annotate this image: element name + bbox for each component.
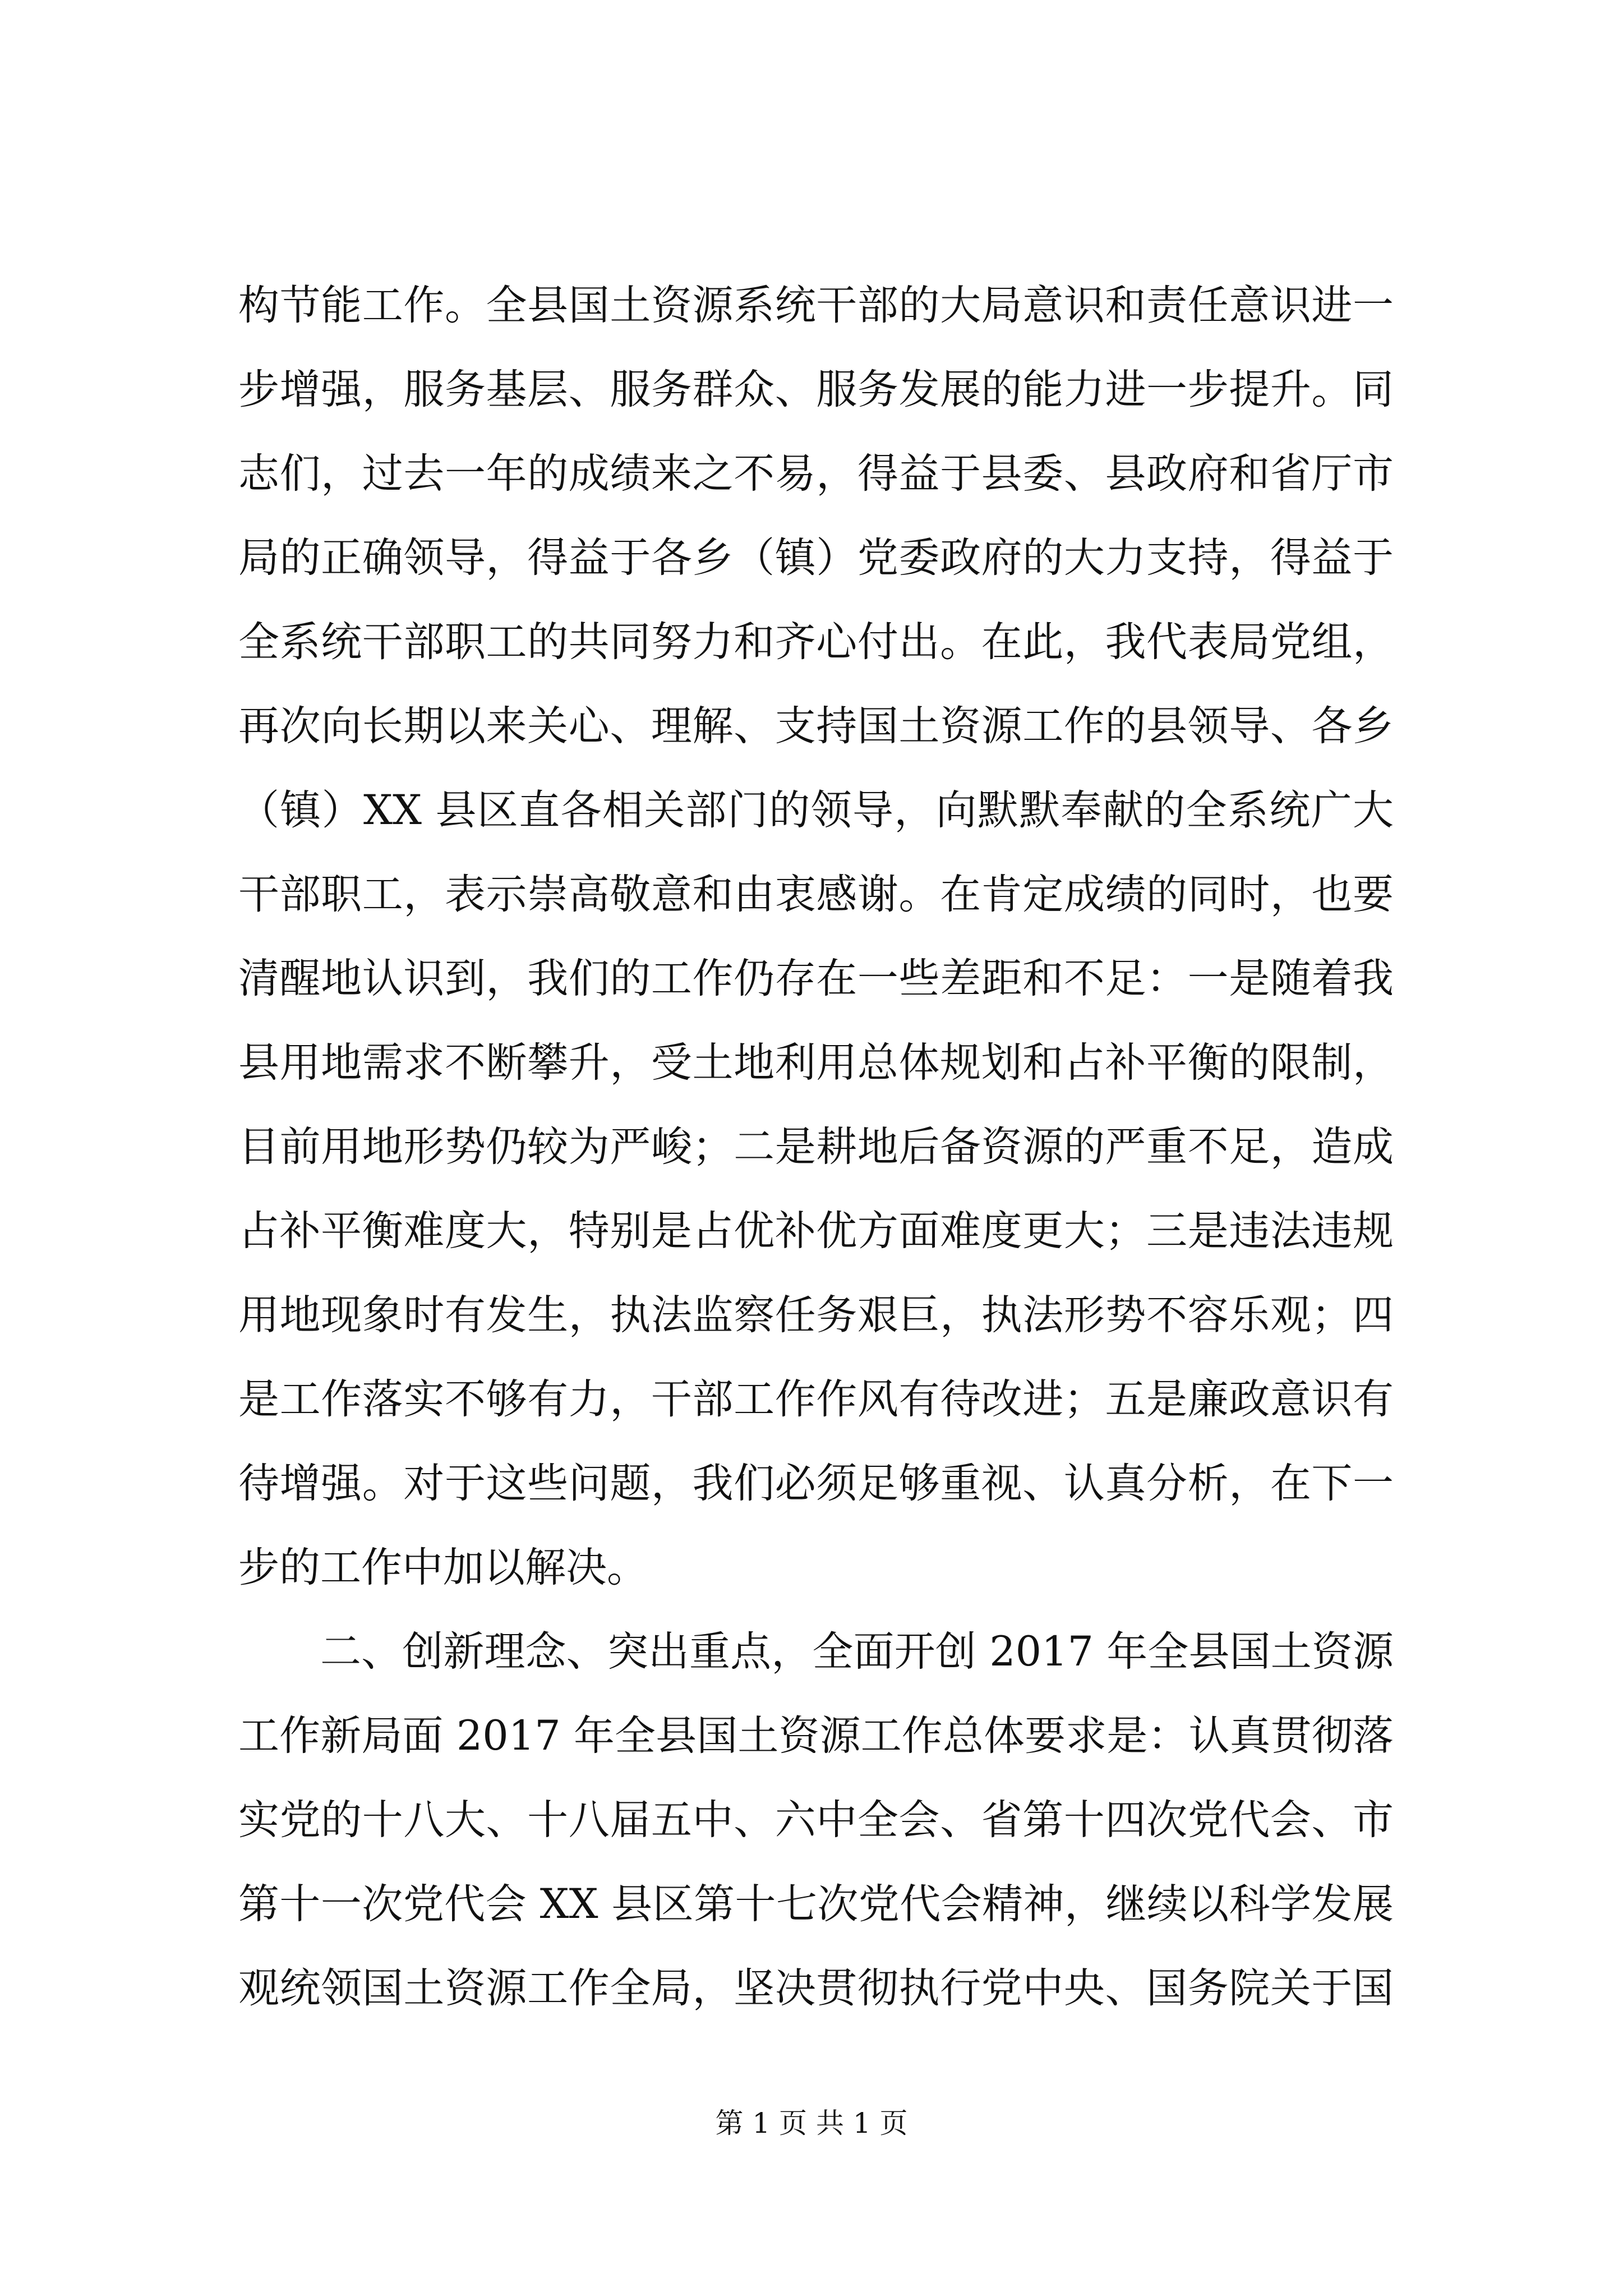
text-line: 构节能工作。全县国土资源系统干部的大局意识和责任意识进一	[238, 282, 1394, 329]
text-line: 占补平衡难度大，特别是占优补优方面难度更大；三是违法违规	[238, 1207, 1394, 1255]
text-line: 是工作落实不够有力，干部工作作风有待改进；五是廉政意识有	[238, 1375, 1394, 1423]
text-line: 第十一次党代会 XX 县区第十七次党代会精神，继续以科学发展	[238, 1880, 1394, 1928]
page-number-label: 第 1 页 共 1 页	[715, 2107, 908, 2139]
text-line: 观统领国土资源工作全局，坚决贯彻执行党中央、国务院关于国	[238, 1964, 1394, 2012]
text-line: 工作新局面 2017 年全县国土资源工作总体要求是：认真贯彻落	[238, 1712, 1394, 1760]
text-line: 清醒地认识到，我们的工作仍存在一些差距和不足：一是随着我	[238, 955, 1394, 1002]
body-text	[238, 264, 1394, 2031]
text-line: 实党的十八大、十八届五中、六中全会、省第十四次党代会、市	[238, 1796, 1394, 1844]
section-heading-line: 二、创新理念、突出重点，全面开创 2017 年全县国土资源	[320, 1628, 1394, 1676]
text-line: 再次向长期以来关心、理解、支持国土资源工作的县领导、各乡	[238, 702, 1394, 750]
text-line: 目前用地形势仍较为严峻；二是耕地后备资源的严重不足，造成	[238, 1123, 1394, 1171]
text-line: 局的正确领导，得益于各乡（镇）党委政府的大力支持，得益于	[238, 534, 1394, 582]
text-line: 用地现象时有发生，执法监察任务艰巨，执法形势不容乐观；四	[238, 1291, 1394, 1339]
text-line: 步增强，服务基层、服务群众、服务发展的能力进一步提升。同	[238, 366, 1394, 413]
text-line: （镇）XX 县区直各相关部门的领导，向默默奉献的全系统广大	[238, 786, 1394, 834]
text-line: 全系统干部职工的共同努力和齐心付出。在此，我代表局党组，	[238, 618, 1394, 666]
text-line: 县用地需求不断攀升，受土地利用总体规划和占补平衡的限制，	[238, 1039, 1394, 1087]
text-line: 干部职工，表示崇高敬意和由衷感谢。在肯定成绩的同时，也要	[238, 871, 1394, 918]
text-line: 待增强。对于这些问题，我们必须足够重视、认真分析，在下一	[238, 1460, 1394, 1507]
text-line: 步的工作中加以解决。	[238, 1544, 648, 1591]
text-line: 志们，过去一年的成绩来之不易，得益于县委、县政府和省厅市	[238, 450, 1394, 498]
page-footer	[0, 2106, 1623, 2140]
